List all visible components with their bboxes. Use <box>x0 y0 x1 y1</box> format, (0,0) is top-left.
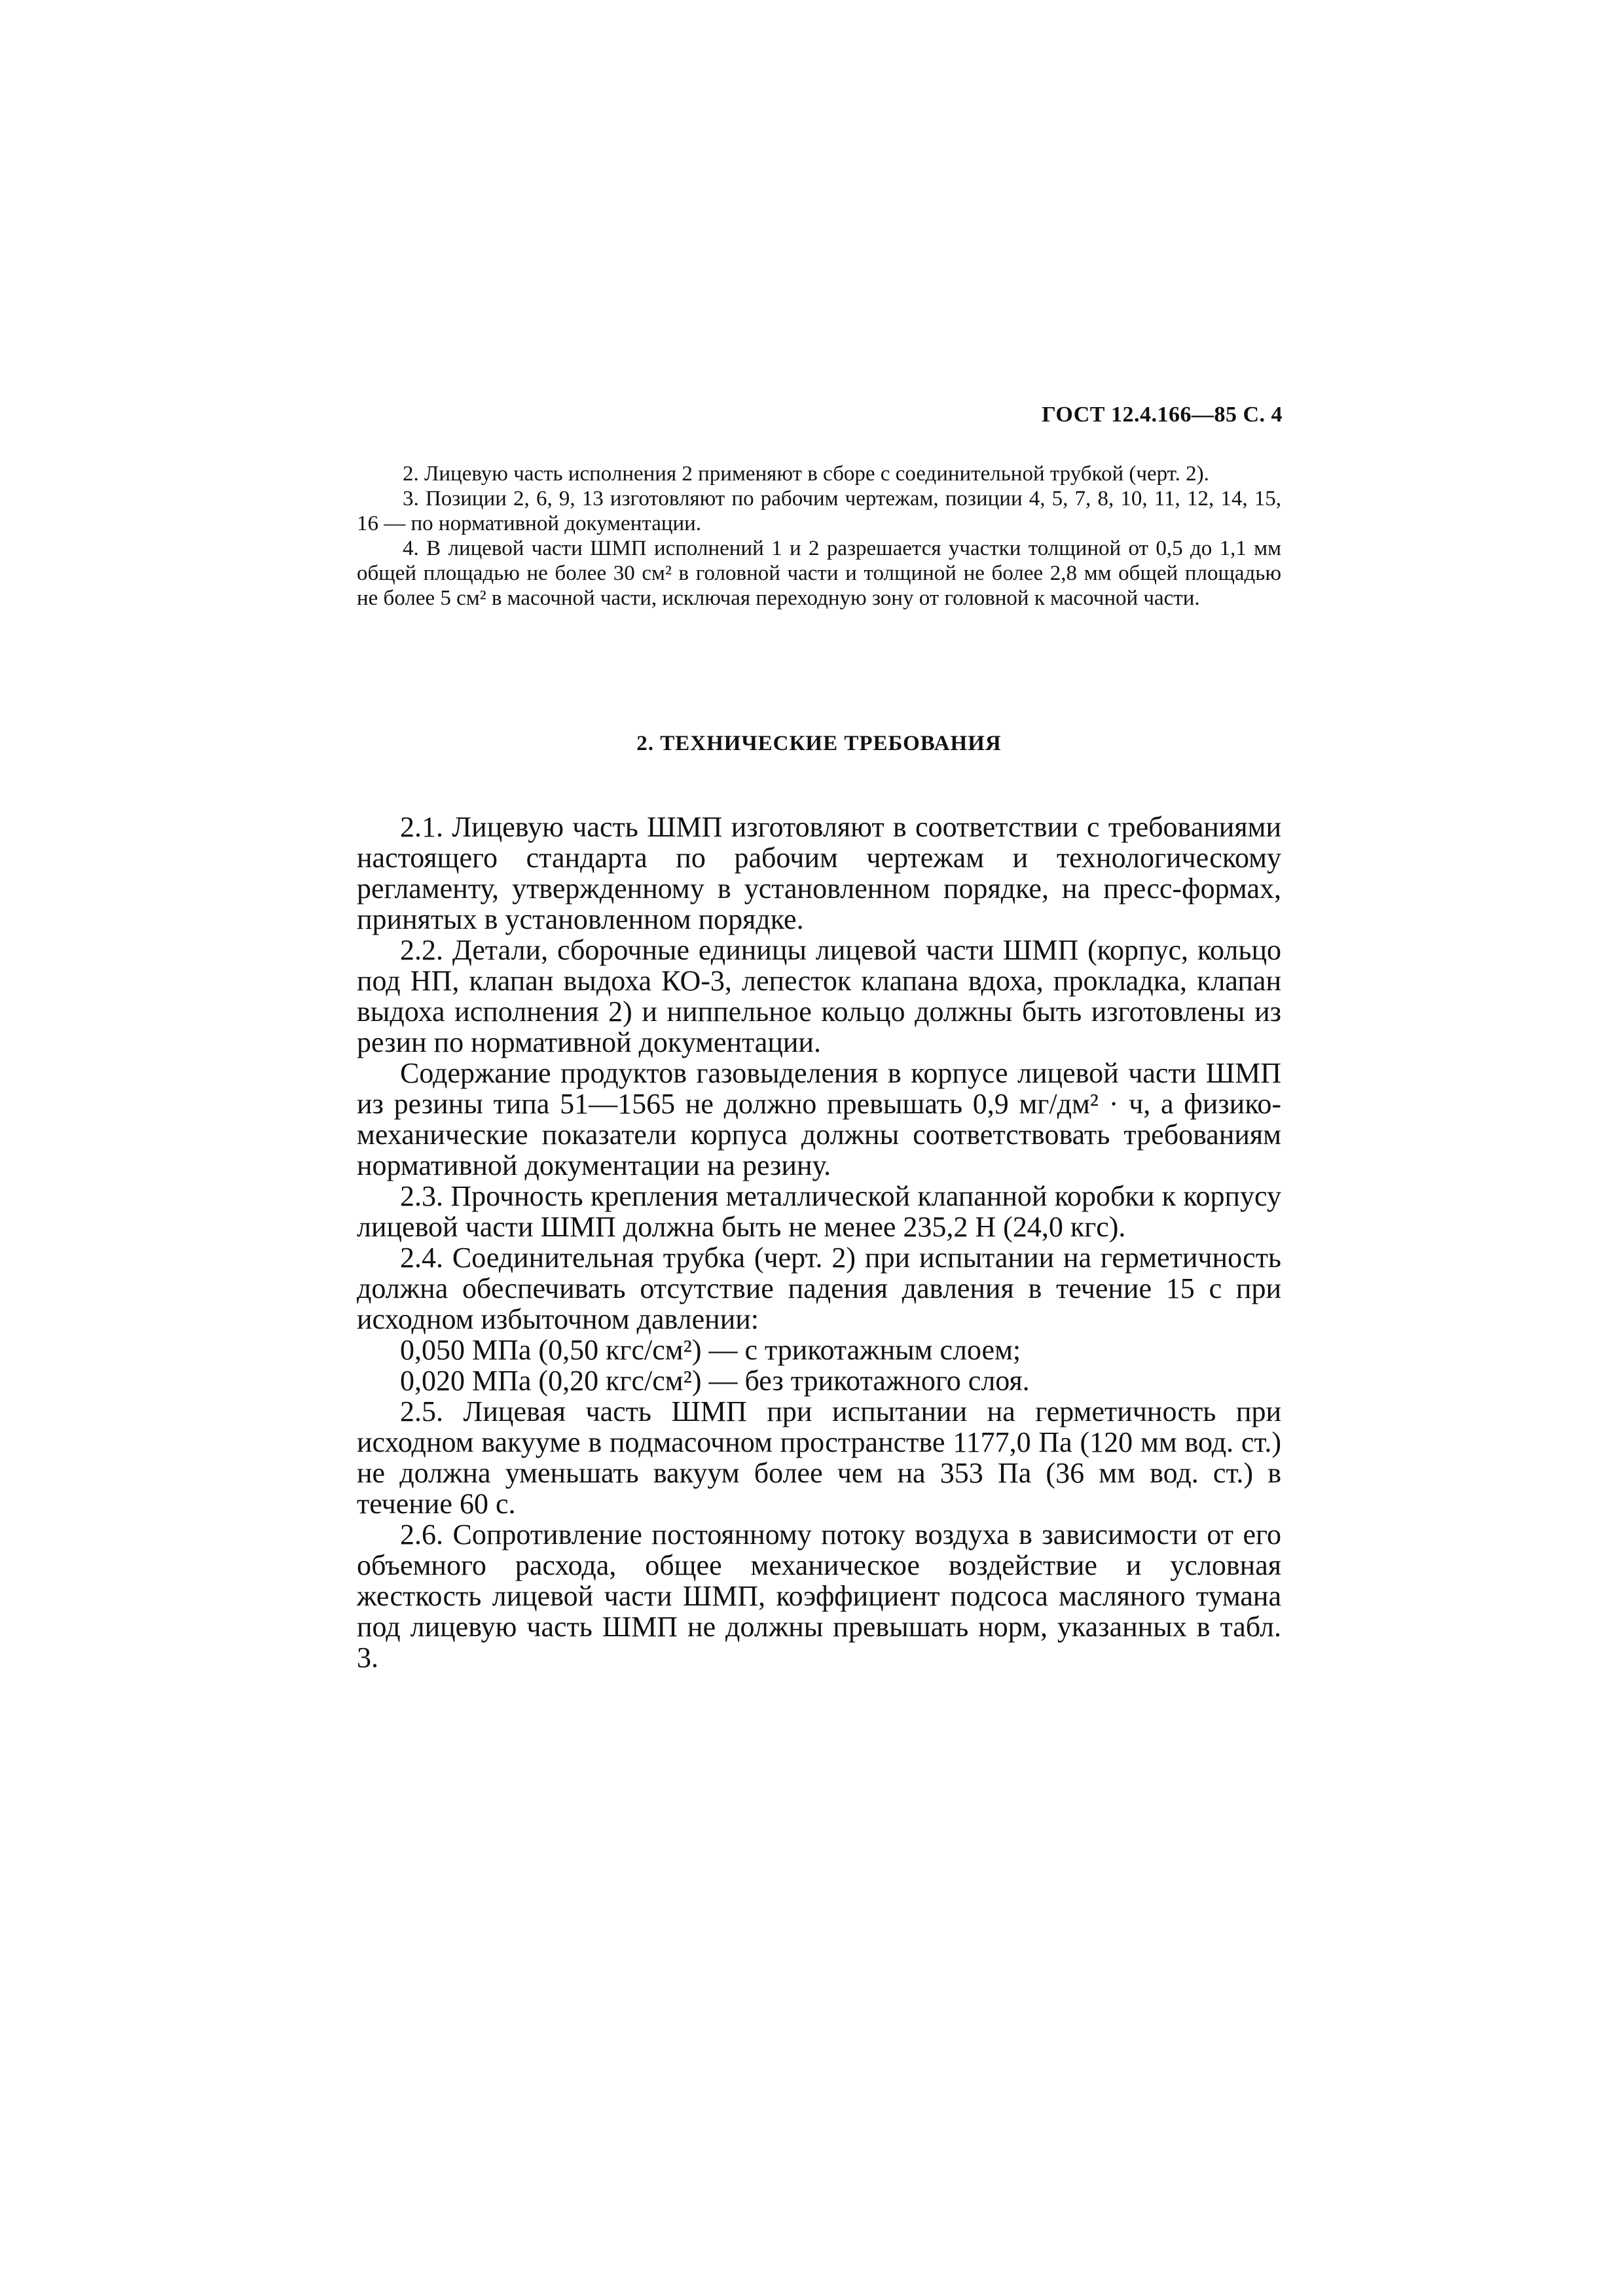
paragraph-2-1: 2.1. Лицевую часть ШМП изготовляют в соответствии с требованиями настоящего стандарта по рабочим чертежам и технологическому регламенту, утвержденному в установленном порядке, на пресс-формах, принятых в установленном порядке. <box>357 811 1281 935</box>
note-3: 3. Позиции 2, 6, 9, 13 изготовляют по рабочим чертежам, позиции 4, 5, 7, 8, 10, 11, 12, 14, 15, 16 — по нормативной документации. <box>357 487 1281 535</box>
paragraph-2-4: 2.4. Соединительная трубка (черт. 2) при испытании на герметичность должна обеспечивать отсутствие падения давления в течение 15 с при исходном избыточном давлении: <box>357 1242 1281 1335</box>
note-4: 4. В лицевой части ШМП исполнений 1 и 2 разрешается участки толщиной от 0,5 до 1,1 мм общей площадью не более 30 см² в головной части и толщиной не более 2,8 мм общей площадью не более 5 см² в масочной части, исключая переходную зону от головной к масочной части. <box>357 537 1281 610</box>
notes-block <box>357 461 1281 611</box>
page-header: ГОСТ 12.4.166—85 С. 4 <box>1042 403 1283 427</box>
paragraph-2-2-content: Содержание продуктов газовыделения в корпусе лицевой части ШМП из резины типа 51—1565 не должно превышать 0,9 мг/дм² · ч, а физико-механические показатели корпуса должны соответствовать требованиям нормативной документации на резину. <box>357 1057 1281 1181</box>
paragraph-2-6: 2.6. Сопротивление постоянному потоку воздуха в зависимости от его объемного расхода, общее механическое воздействие и условная жесткость лицевой части ШМП, коэффициент подсоса масляного тумана под лицевую часть ШМП не должны превышать норм, указанных в табл. 3. <box>357 1518 1281 1674</box>
paragraph-2-5: 2.5. Лицевая часть ШМП при испытании на герметичность при исходном вакууме в подмасочном пространстве 1177,0 Па (120 мм вод. ст.) не должна уменьшать вакуум более чем на 353 Па (36 мм вод. ст.) в течение 60 с. <box>357 1395 1281 1520</box>
note-2: 2. Лицевую часть исполнения 2 применяют в сборе с соединительной трубкой (черт. 2). <box>403 462 1209 486</box>
pressure-without-layer: 0,020 МПа (0,20 кгс/см²) — без трикотажного слоя. <box>400 1365 1030 1397</box>
paragraph-2-3: 2.3. Прочность крепления металлической клапанной коробки к корпусу лицевой части ШМП должна быть не менее 235,2 Н (24,0 кгс). <box>357 1180 1281 1243</box>
paragraph-2-2: 2.2. Детали, сборочные единицы лицевой части ШМП (корпус, кольцо под НП, клапан выдоха КО-3, лепесток клапана вдоха, прокладка, клапан выдоха исполнения 2) и ниппельное кольцо должны быть изготовлены из резин по нормативной документации. <box>357 934 1281 1058</box>
section-title: 2. ТЕХНИЧЕСКИЕ ТРЕБОВАНИЯ <box>636 732 1002 755</box>
pressure-with-layer: 0,050 МПа (0,50 кгс/см²) — с трикотажным слоем; <box>400 1334 1021 1366</box>
main-text <box>357 812 1281 1673</box>
